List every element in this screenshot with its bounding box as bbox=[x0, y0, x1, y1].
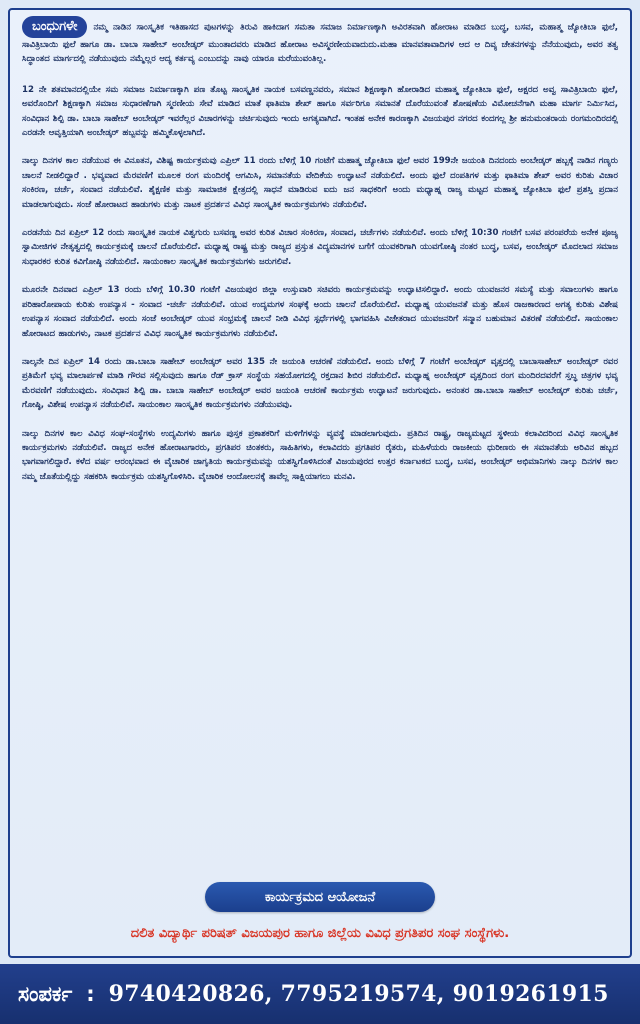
greeting-badge: ಬಂಧುಗಳೇ bbox=[22, 16, 87, 38]
organizer-label-badge: ಕಾರ್ಯಕ್ರಮದ ಆಯೋಜನೆ bbox=[205, 882, 435, 912]
paragraph-text: ನಮ್ಮ ನಾಡಿನ ಸಾಂಸ್ಕೃತಿಕ ಇತಿಹಾಸದ ಪುಟಗಳನ್ನು ತಿರುವಿ ಹಾಕಿದಾಗ ಸಮತಾ ಸಮಾಜ ನಿರ್ಮಾಣಕ್ಕಾಗಿ ಅವಿರತವಾಗಿ ಹೋರಾಟ ಮಾಡಿದ ಬುದ್ಧ, ಬಸವ, ಮಹಾತ್ಮ ಜ್ಯೋತಿಬಾ ಫುಲೆ, ಸಾವಿತ್ರಿಬಾಯಿ ಫುಲೆ ಹಾಗೂ ಡಾ. ಬಾಬಾ ಸಾಹೇಬ್ ಅಂಬೇಡ್ಕರ್ ಮುಂತಾದವರು ಮಾಡಿದ ಹೋರಾಟ ಅವಿಸ್ಮರಣೀಯವಾದುದು.ಮಹಾ ಮಾನವತಾವಾದಿಗಳ ಆದ ಆ ದಿವ್ಯ ಚೇತನಗಳನ್ನು ನೆನೆಯುವುದು, ಅವರ ತತ್ವ ಸಿದ್ಧಾಂತದ ಮಾರ್ಗದಲ್ಲಿ ನಡೆಯುವುದು ನಮ್ಮೆಲ್ಲರ ಆದ್ಯ ಕರ್ತವ್ಯ ಎಂಬುದನ್ನು ನಾವು ಯಾರೂ ಮರೆಯುವಂತಿಲ್ಲ. bbox=[22, 22, 618, 65]
intro-paragraph bbox=[22, 16, 618, 67]
paragraph-day-four: ನಾಲ್ಕನೇ ದಿನ ಏಪ್ರಿಲ್ 14 ರಂದು ಡಾ.ಬಾಬಾ ಸಾಹೇಬ್ ಅಂಬೇಡ್ಕರ್ ಅವರ 135 ನೇ ಜಯಂತಿ ಆಚರಣೆ ನಡೆಯಲಿದೆ. ಅಂದು ಬೆಳಿಗ್ಗೆ 7 ಗಂಟೆಗೆ ಅಂಬೇಡ್ಕರ್ ವೃತ್ತದಲ್ಲಿ ಬಾಬಾಸಾಹೇಬ್ ಅಂಬೇಡ್ಕರ್ ರವರ ಪ್ರತಿಮೆಗೆ ಭವ್ಯ ಮಾಲಾರ್ಪಣೆ ಮಾಡಿ ಗೌರವ ಸಲ್ಲಿಸುವುದು ಹಾಗೂ ರೆಡ್ ಕ್ರಾಸ್ ಸಂಸ್ಥೆಯ ಸಹಯೋಗದಲ್ಲಿ ರಕ್ತದಾನ ಶಿಬಿರ ನಡೆಯಲಿದೆ. ಮಧ್ಯಾಹ್ನ ಅಂಬೇಡ್ಕರ್ ವೃತ್ತದಿಂದ ರಂಗ ಮಂದಿರದವರೆಗೆ ಸ್ತಬ್ಧ ಚಿತ್ರಗಳ ಭವ್ಯ ಮೆರವಣಿಗೆ ನಡೆಯುವುದು. ಸಂವಿಧಾನ ಶಿಲ್ಪಿ ಡಾ. ಬಾಬಾ ಸಾಹೇಬ್ ಅಂಬೇಡ್ಕರ್ ಅವರ ಜಯಂತಿ ಆಚರಣೆ ಕಾರ್ಯಕ್ರಮ ಉದ್ಘಾಟನೆ ಜರುಗುವುದು. ಅನಂತರ ಡಾ.ಬಾಬಾ ಸಾಹೇಬ್ ಅಂಬೇಡ್ಕರ್ ಕುರಿತು ಚರ್ಚೆ, ಗೋಷ್ಠಿ, ವಿಶೇಷ ಉಪನ್ಯಾಸ ನಡೆಯಲಿವೆ. ಸಾಯಂಕಾಲ ಸಾಂಸ್ಕೃತಿಕ ಕಾರ್ಯಕ್ರಮಗಳು ನಡೆಯುವವು. bbox=[22, 356, 618, 411]
contact-bar bbox=[0, 964, 640, 1024]
paragraph-basavanna: 12 ನೇ ಶತಮಾನದಲ್ಲಿಯೇ ಸಮ ಸಮಾಜ ನಿರ್ಮಾಣಕ್ಕಾಗಿ ಪಣ ತೊಟ್ಟ ಸಾಂಸ್ಕೃತಿಕ ನಾಯಕ ಬಸವಣ್ಣನವರು, ಸಮಾನ ಶಿಕ್ಷಣಕ್ಕಾಗಿ ಹೋರಾಡಿದ ಮಹಾತ್ಮ ಜ್ಯೋತಿಬಾ ಫುಲೆ, ಅಕ್ಷರದ ಅವ್ವ ಸಾವಿತ್ರಿಬಾಯಿ ಫುಲೆ, ಅವರೊಂದಿಗೆ ಶಿಕ್ಷಣಕ್ಕಾಗಿ ಸಮಾಜ ಸುಧಾರಣೆಗಾಗಿ ಸ್ಮರಣೀಯ ಸೇವೆ ಮಾಡಿದ ಮಾತೆ ಫಾತಿಮಾ ಶೇಖ್ ಹಾಗೂ ಸರ್ವರಿಗೂ ಸಮಾನತೆ ದೊರೆಯುವಂತೆ ಶೋಷಣೆಯ ವಿಮೋಚನೆಗಾಗಿ ಮಹಾ ಮಾರ್ಗ ನಿರ್ಮಿಸಿದ, ಸಂವಿಧಾನ ಶಿಲ್ಪಿ ಡಾ. ಬಾಬಾ ಸಾಹೇಬ್ ಅಂಬೇಡ್ಕರ್ ಇವರೆಲ್ಲರ ವಿಚಾರಗಳನ್ನು ಚರ್ಚಿಸುವುದು ಇಂದು ಅಗತ್ಯವಾಗಿದೆ. ಇಂತಹ ಅನೇಕ ಕಾರಣಕ್ಕಾಗಿ ವಿಜಯಪುರ ನಗರದ ಕಂದಗಲ್ಲ ಶ್ರೀ ಹನುಮಂತರಾಯ ರಂಗಮಂದಿರದಲ್ಲಿ ಎರಡನೇ ಆವೃತ್ತಿಯಾಗಿ ಅಂಬೇಡ್ಕರ್ ಹಬ್ಬವನ್ನು ಹಮ್ಮಿಕೊಳ್ಳಲಾಗಿದೆ. bbox=[22, 84, 618, 139]
main-content bbox=[22, 16, 618, 498]
contact-label: ಸಂಪರ್ಕ bbox=[18, 981, 73, 1006]
paragraph-closing: ನಾಲ್ಕು ದಿನಗಳ ಕಾಲ ವಿವಿಧ ಸಂಘ-ಸಂಸ್ಥೆಗಳು ಉದ್ಯಮಿಗಳು ಹಾಗೂ ಪುಸ್ತಕ ಪ್ರಕಾಶಕರಿಗೆ ಮಳಿಗೆಗಳನ್ನು ವ್ಯವಸ್ಥೆ ಮಾಡಲಾಗುವುದು. ಪ್ರತಿದಿನ ರಾಷ್ಟ್ರ, ರಾಜ್ಯಮಟ್ಟದ ಸ್ಥಳೀಯ ಕಲಾವಿದರಿಂದ ವಿವಿಧ ಸಾಂಸ್ಕೃತಿಕ ಕಾರ್ಯಕ್ರಮಗಳು ನಡೆಯಲಿವೆ. ರಾಜ್ಯದ ಅನೇಕ ಹೋರಾಟಗಾರರು, ಪ್ರಗತಿಪರ ಚಿಂತಕರು, ಸಾಹಿತಿಗಳು, ಕಲಾವಿದರು ಪ್ರಗತಿಪರ ರೈತರು, ಮಹಿಳೆಯರು ರಾಜಕೀಯ ಧುರೀಣರು ಈ ಸಮಾನತೆಯ ಅರಿವಿನ ಹಬ್ಬದ ಭಾಗವಾಗಲಿದ್ದಾರೆ. ಕಳೆದ ವರ್ಷ ಆರಂಭವಾದ ಈ ವೈಚಾರಿಕ ಜಾಗೃತಿಯ ಕಾರ್ಯಕ್ರಮವನ್ನು ಯಶಸ್ವಿಗೊಳಿಸಿದಂತೆ ವಿಜಯಪುರದ ಉತ್ತರ ಕರ್ನಾಟಕದ ಬುದ್ಧ, ಬಸವ, ಅಂಬೇಡ್ಕರ್ ಅಭಿಮಾನಿಗಳು ನಾಲ್ಕು ದಿನಗಳ ಕಾಲ ನಮ್ಮ ಜೊತೆಯಲ್ಲಿದ್ದು ಸಹಕರಿಸಿ ಕಾರ್ಯಕ್ರಮ ಯಶಸ್ವಿಗೊಳಿಸಿರಿ. ವೈಚಾರಿಕ ಆಂದೋಲನಕ್ಕೆ ತಾವೆಲ್ಲ ಸಾಕ್ಷಿಯಾಗಲು ಮನವಿ. bbox=[22, 428, 618, 482]
paragraph-day-three: ಮೂರನೇ ದಿನವಾದ ಎಪ್ರಿಲ್ 13 ರಂದು ಬೆಳಿಗ್ಗೆ 10.30 ಗಂಟೆಗೆ ವಿಜಯಪುರ ಜಿಲ್ಲಾ ಉಸ್ತುವಾರಿ ಸಚಿವರು ಕಾರ್ಯಕ್ರಮವನ್ನು ಉದ್ಘಾಟಿಸಲಿದ್ದಾರೆ. ಅಂದು ಯುವಜನರ ಸಮಸ್ಯೆ ಮತ್ತು ಸವಾಲುಗಳು ಹಾಗೂ ಪರಿಹಾರೋಪಾಯ ಕುರಿತು ಉಪನ್ಯಾಸ - ಸಂವಾದ -ಚರ್ಚೆ ನಡೆಯಲಿವೆ. ಯುವ ಉದ್ಯಮಗಳ ಸಂಘಕ್ಕೆ ಅಂದು ಚಾಲನೆ ದೊರೆಯಲಿದೆ. ಮಧ್ಯಾಹ್ನ ಯುವಜನತೆ ಮತ್ತು ಹೊಸ ರಾಜಕಾರಣದ ಅಗತ್ಯ ಕುರಿತು ವಿಶೇಷ ಉಪನ್ಯಾಸ ಸಂವಾದ ನಡೆಯಲಿದೆ. ಅಂದು ಸಂಜೆ ಅಂಬೇಡ್ಕರ್ ಯುವ ಸಂಭ್ರಮಕ್ಕೆ ಚಾಲನೆ ನೀಡಿ ವಿವಿಧ ಸ್ಪರ್ಧೆಗಳಲ್ಲಿ ಭಾಗವಹಿಸಿ ವಿಜೇತರಾದ ಯುವಜನರಿಗೆ ಸನ್ಮಾನ ಬಹುಮಾನ ವಿತರಣೆ ನಡೆಯಲಿದೆ. ಸಾಯಂಕಾಲ ಹೋರಾಟದ ಹಾಡುಗಳು, ನಾಟಕ ಪ್ರದರ್ಶನ ವಿವಿಧ ಸಾಂಸ್ಕೃತಿಕ ಕಾರ್ಯಕ್ರಮಗಳು ನಡೆಯಲಿವೆ. bbox=[22, 285, 618, 339]
paragraph-day-two: ಎರಡನೆಯ ದಿನ ಏಪ್ರಿಲ್ 12 ರಂದು ಸಾಂಸ್ಕೃತಿಕ ನಾಯಕ ವಿಶ್ವಗುರು ಬಸವಣ್ಣ ಅವರ ಕುರಿತ ವಿಚಾರ ಸಂಕಿರಣ, ಸಂವಾದ, ಚರ್ಚೆಗಳು ನಡೆಯಲಿವೆ. ಅಂದು ಬೆಳಿಗ್ಗೆ 10:30 ಗಂಟೆಗೆ ಬಸವ ಪರಂಪರೆಯ ಅನೇಕ ಪೂಜ್ಯ ಸ್ವಾಮೀಜಿಗಳ ನೇತೃತ್ವದಲ್ಲಿ ಕಾರ್ಯಕ್ರಮಕ್ಕೆ ಚಾಲನೆ ದೊರೆಯಲಿದೆ. ಮಧ್ಯಾಹ್ನ ರಾಷ್ಟ್ರ ಮತ್ತು ರಾಜ್ಯದ ಪ್ರಸ್ತುತ ವಿದ್ಯಮಾನಗಳ ಬಗೆಗೆ ಯುವಕರಿಗಾಗಿ ಯುವಗೋಷ್ಠಿ ನಂತರ ಬುದ್ಧ, ಬಸವ, ಅಂಬೇಡ್ಕರ್ ಮೊದಲಾದ ಸಮಾಜ ಸುಧಾರಕರ ಕುರಿತ ಕವಿಗೋಷ್ಠಿ ನಡೆಯಲಿದೆ. ಸಾಯಂಕಾಲ ಸಾಂಸ್ಕೃತಿಕ ಕಾರ್ಯಕ್ರಮಗಳು ಜರುಗಲಿವೆ. bbox=[22, 228, 618, 267]
paragraph-day-one: ನಾಲ್ಕು ದಿನಗಳ ಕಾಲ ನಡೆಯುವ ಈ ವಿನೂತನ, ವಿಶಿಷ್ಟ ಕಾರ್ಯಕ್ರಮವು ಎಪ್ರಿಲ್ 11 ರಂದು ಬೆಳಿಗ್ಗೆ 10 ಗಂಟೆಗೆ ಮಹಾತ್ಮ ಜ್ಯೋತಿಬಾ ಫುಲೆ ಅವರ 199ನೇ ಜಯಂತಿ ದಿನದಂದು ಅಂಬೇಡ್ಕರ್ ಹಬ್ಬಕ್ಕೆ ನಾಡಿನ ಗಣ್ಯರು ಚಾಲನೆ ನೀಡಲಿದ್ದಾರೆ . ಭವ್ಯವಾದ ಮೆರವಣಿಗೆ ಮೂಲಕ ರಂಗ ಮಂದಿರಕ್ಕೆ ಆಗಮಿಸಿ, ಸಮಾನತೆಯ ವೇದಿಕೆಯ ಉದ್ಘಾಟನೆ ನಡೆಯಲಿದೆ. ಅಂದು ಫುಲೆ ದಂಪತಿಗಳ ಮತ್ತು ಫಾತಿಮಾ ಶೇಖ್ ಅವರ ಕುರಿತು ವಿಚಾರ ಸಂಕಿರಣ, ಚರ್ಚೆ, ಸಂವಾದ ನಡೆಯಲಿವೆ. ಶೈಕ್ಷಣಿಕ ಮತ್ತು ಸಾಮಾಜಿಕ ಕ್ಷೇತ್ರದಲ್ಲಿ ಸಾಧನೆ ಮಾಡಿರುವ ಐದು ಜನ ಸಾಧಕರಿಗೆ ಅಂದು ಮಧ್ಯಾಹ್ನ ರಾಜ್ಯ ಮಟ್ಟದ ಮಹಾತ್ಮ ಜ್ಯೋತಿಬಾ ಫುಲೆ ಪ್ರಶಸ್ತಿ ಪ್ರದಾನ ಮಾಡಲಾಗುವುದು. ಸಂಜೆ ಹೋರಾಟದ ಹಾಡುಗಳು ಮತ್ತು ನಾಟಕ ಪ್ರದರ್ಶನ ವಿವಿಧ ಸಾಂಸ್ಕೃತಿಕ ಕಾರ್ಯಕ್ರಮಗಳು ನಡೆಯಲಿವೆ. bbox=[22, 156, 618, 210]
contact-separator: : bbox=[86, 982, 95, 1006]
contact-phone-numbers: 9740420826, 7795219574, 9019261915 bbox=[108, 981, 609, 1007]
organizers-text: ದಲಿತ ವಿದ್ಯಾರ್ಥಿ ಪರಿಷತ್ ವಿಜಯಪುರ ಹಾಗೂ ಜಿಲ್ಲೆಯ ವಿವಿಧ ಪ್ರಗತಿಪರ ಸಂಘ ಸಂಸ್ಥೆಗಳು. bbox=[130, 926, 510, 941]
